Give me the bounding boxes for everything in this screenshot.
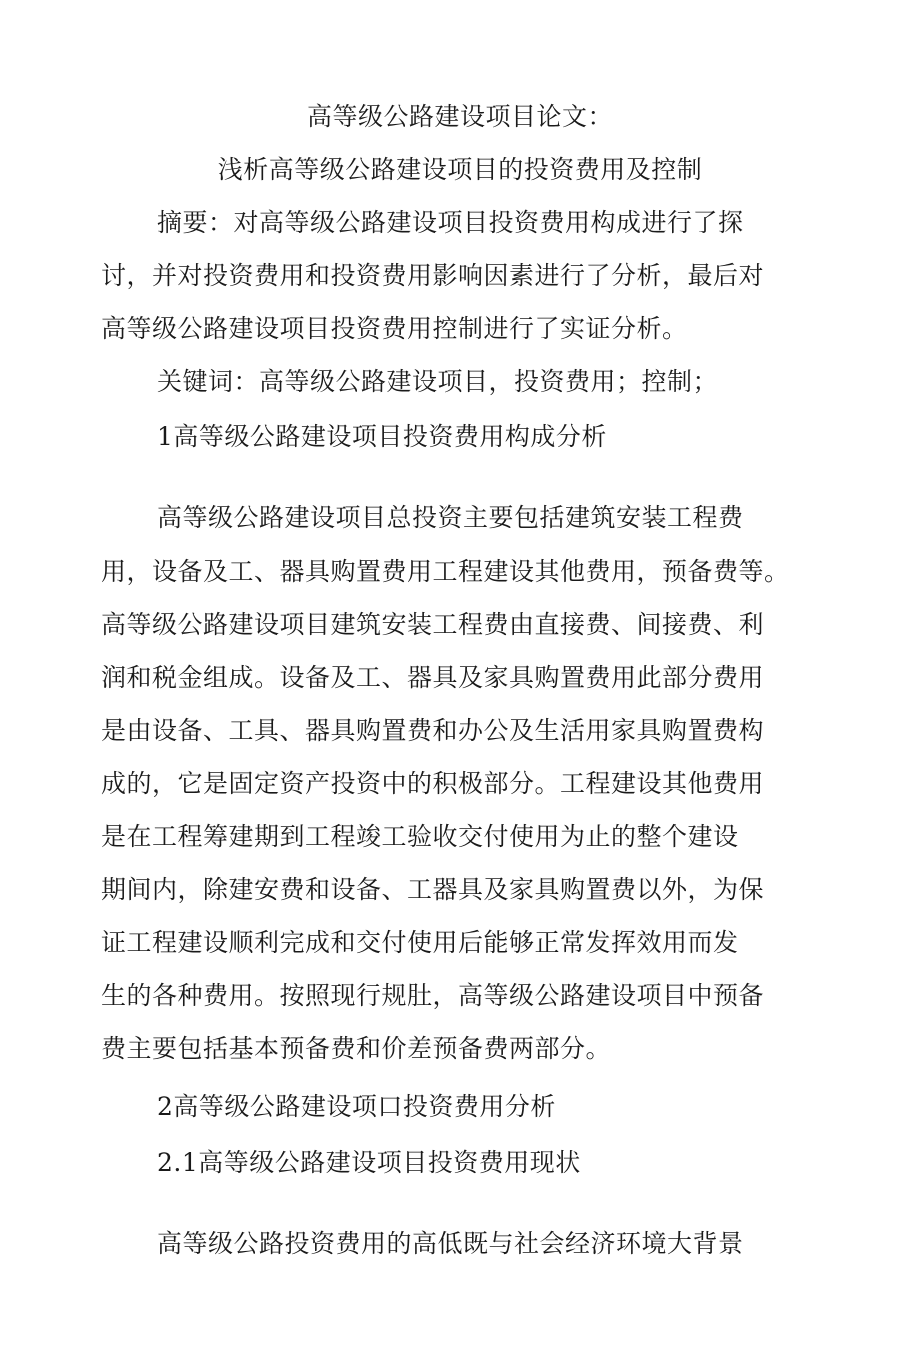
keywords-line: 关键词：高等级公路建设项目，投资费用；控制； [157,367,719,396]
section-1-line-5: 是由设备、工具、器具购置费和办公及生活用家具购置费构 [101,716,765,745]
section-1-line-9: 证工程建设顺利完成和交付使用后能够正常发挥效用而发 [101,928,739,957]
section-2-heading: 2高等级公路建设项口投资费用分析 [157,1092,556,1121]
section-1-line-3: 高等级公路建设项目建筑安装工程费由直接费、间接费、利 [101,610,765,639]
section-2-1-heading: 2.1高等级公路建设项目投资费用现状 [157,1148,581,1177]
section-1-line-2: 用，设备及工、器具购置费用工程建设其他费用，预备费等。 [101,557,790,586]
abstract-line-2: 讨，并对投资费用和投资费用影响因素进行了分析，最后对 [101,261,765,290]
section-1-line-6: 成的，它是固定资产投资中的积极部分。工程建设其他费用 [101,769,765,798]
title-line-1: 高等级公路建设项目论文： [306,102,613,131]
section-1-line-1: 高等级公路建设项目总投资主要包括建筑安装工程费 [157,503,744,532]
section-1-line-8: 期间内，除建安费和设备、工器具及家具购置费以外，为保 [101,875,765,904]
section-1-line-11: 费主要包括基本预备费和价差预备费两部分。 [101,1034,612,1063]
abstract-line-3: 高等级公路建设项目投资费用控制进行了实证分析。 [101,314,688,343]
section-1-line-10: 生的各种费用。按照现行规肚，高等级公路建设项目中预备 [101,981,765,1010]
section-1-heading: 1高等级公路建设项目投资费用构成分析 [157,422,607,451]
section-1-line-7: 是在工程筹建期到工程竣工验收交付使用为止的整个建设 [101,822,739,851]
abstract-line-1: 摘要：对高等级公路建设项目投资费用构成进行了探 [157,208,744,237]
section-1-line-4: 润和税金组成。设备及工、器具及家具购置费用此部分费用 [101,663,765,692]
section-2-1-line-1: 高等级公路投资费用的高低既与社会经济环境大背景 [157,1229,744,1258]
title-line-2: 浅析高等级公路建设项目的投资费用及控制 [217,155,703,184]
